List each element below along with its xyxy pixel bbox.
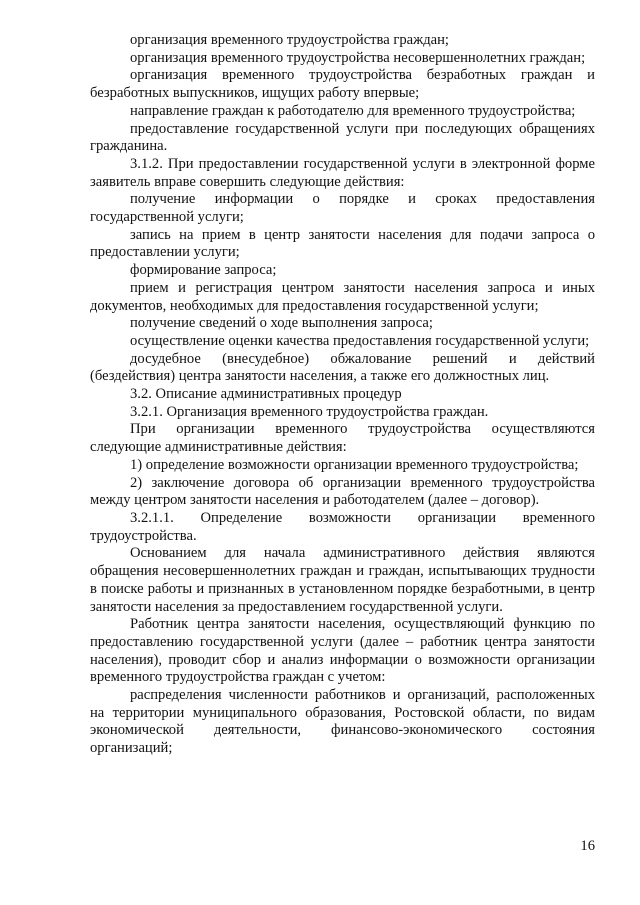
paragraph: При организации временного трудоустройства осуществляются следующие административные действия: xyxy=(90,421,595,456)
section-heading: 3.2. Описание административных процедур xyxy=(130,386,402,403)
paragraph: Основанием для начала административного действия являются обращения несовершеннолетних граждан и граждан, испытывающих трудности в поиске работы и признанных в установленном порядке безработными, в центр занятости населения за предоставлением государственной услуги. xyxy=(90,545,595,615)
page-number: 16 xyxy=(580,838,595,854)
paragraph: распределения численности работников и организаций, расположенных на территории муниципального образования, Ростовской области, по видам экономической деятельности, финансово-экономического состояния организаций; xyxy=(90,687,595,757)
paragraph: 2) заключение договора об организации временного трудоустройства между центром занятости населения и работодателем (далее – договор). xyxy=(90,474,595,509)
paragraph: досудебное (внесудебное) обжалование решений и действий (бездействия) центра занятости населения, а также его должностных лиц. xyxy=(90,350,595,385)
paragraph: 1) определение возможности организации временного трудоустройства; xyxy=(130,456,579,473)
paragraph: 3.1.2. При предоставлении государственной услуги в электронной форме заявитель вправе совершить следующие действия: xyxy=(90,155,595,190)
paragraph: направление граждан к работодателю для временного трудоустройства; xyxy=(130,102,576,119)
paragraph: организация временного трудоустройства граждан; xyxy=(130,32,449,48)
paragraph: осуществление оценки качества предоставления государственной услуги; xyxy=(130,332,590,349)
paragraph: Работник центра занятости населения, осуществляющий функцию по предоставлению государственной услуги (далее – работник центра занятости населения), проводит сбор и анализ информации о возможности организации временного трудоустройства граждан с учетом: xyxy=(90,616,595,686)
paragraph: предоставление государственной услуги при последующих обращениях гражданина. xyxy=(90,120,595,155)
subsection-heading: 3.2.1.1. Определение возможности организации временного трудоустройства. xyxy=(90,509,595,544)
paragraph: получение информации о порядке и сроках предоставления государственной услуги; xyxy=(90,191,595,226)
subsection-heading: 3.2.1. Организация временного трудоустройства граждан. xyxy=(130,403,489,420)
paragraph: организация временного трудоустройства безработных граждан и безработных выпускников, ищущих работу впервые; xyxy=(90,67,595,102)
paragraph: запись на прием в центр занятости населения для подачи запроса о предоставлении услуги; xyxy=(90,226,595,261)
paragraph: получение сведений о ходе выполнения запроса; xyxy=(130,315,433,332)
paragraph: организация временного трудоустройства несовершеннолетних граждан; xyxy=(130,49,586,66)
body-text xyxy=(90,32,595,758)
paragraph: формирование запроса; xyxy=(130,262,277,279)
paragraph: прием и регистрация центром занятости населения запроса и иных документов, необходимых для предоставления государственной услуги; xyxy=(90,279,595,314)
